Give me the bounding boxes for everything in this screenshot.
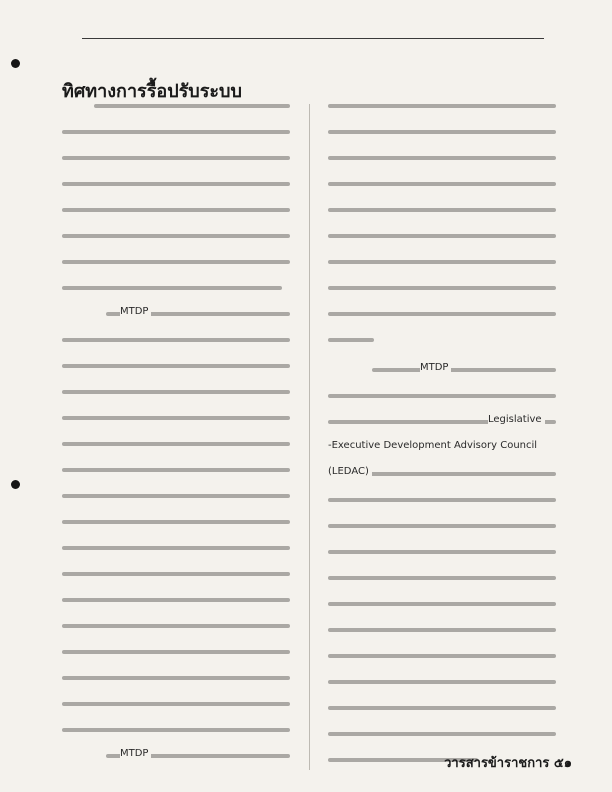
text-line — [62, 572, 290, 576]
text-line — [328, 156, 556, 160]
text-line — [62, 442, 290, 446]
text-line — [62, 260, 290, 264]
text-line — [62, 598, 290, 602]
text-line — [328, 260, 556, 264]
text-line — [328, 524, 556, 528]
text-line — [328, 338, 374, 342]
mtdp-term: MTDP — [120, 306, 151, 318]
text-line — [328, 312, 556, 316]
punch-hole-mark — [11, 480, 20, 489]
ledac-acronym: (LEDAC) — [328, 466, 372, 478]
text-line — [328, 550, 556, 554]
text-line — [328, 732, 556, 736]
text-line — [62, 416, 290, 420]
text-line — [62, 702, 290, 706]
text-line — [328, 286, 556, 290]
text-line — [62, 728, 290, 732]
text-line — [62, 286, 282, 290]
text-line — [62, 520, 290, 524]
punch-hole-mark — [11, 59, 20, 68]
text-line — [62, 234, 290, 238]
text-line — [328, 234, 556, 238]
text-line — [62, 650, 290, 654]
text-line — [328, 394, 556, 398]
text-line — [94, 104, 290, 108]
text-line — [328, 680, 556, 684]
ledac-term-part1: Legislative — [488, 414, 545, 426]
text-line — [62, 182, 290, 186]
text-line — [372, 368, 556, 372]
column-divider — [309, 104, 310, 770]
text-line — [328, 706, 556, 710]
text-line — [328, 182, 556, 186]
text-line — [328, 654, 556, 658]
text-line — [62, 546, 290, 550]
text-line — [62, 676, 290, 680]
top-rule — [82, 38, 544, 39]
text-line — [328, 104, 556, 108]
text-line — [62, 468, 290, 472]
text-line — [62, 364, 290, 368]
text-line — [62, 624, 290, 628]
mtdp-term: MTDP — [420, 362, 451, 374]
text-line — [62, 390, 290, 394]
text-line — [62, 338, 290, 342]
text-line — [62, 208, 290, 212]
text-line — [328, 130, 556, 134]
text-line — [62, 494, 290, 498]
ledac-term-part2: -Executive Development Advisory Council — [328, 440, 540, 452]
section-heading: ทิศทางการรื้อปรับระบบ — [62, 81, 242, 103]
text-line — [62, 156, 290, 160]
text-line — [328, 576, 556, 580]
text-line — [62, 130, 290, 134]
footer-journal-page: วารสารข้าราชการ ๕๑ — [444, 756, 572, 771]
text-line — [328, 208, 556, 212]
text-line — [328, 628, 556, 632]
text-line — [328, 498, 556, 502]
text-line — [328, 602, 556, 606]
mtdp-term: MTDP — [120, 748, 151, 760]
